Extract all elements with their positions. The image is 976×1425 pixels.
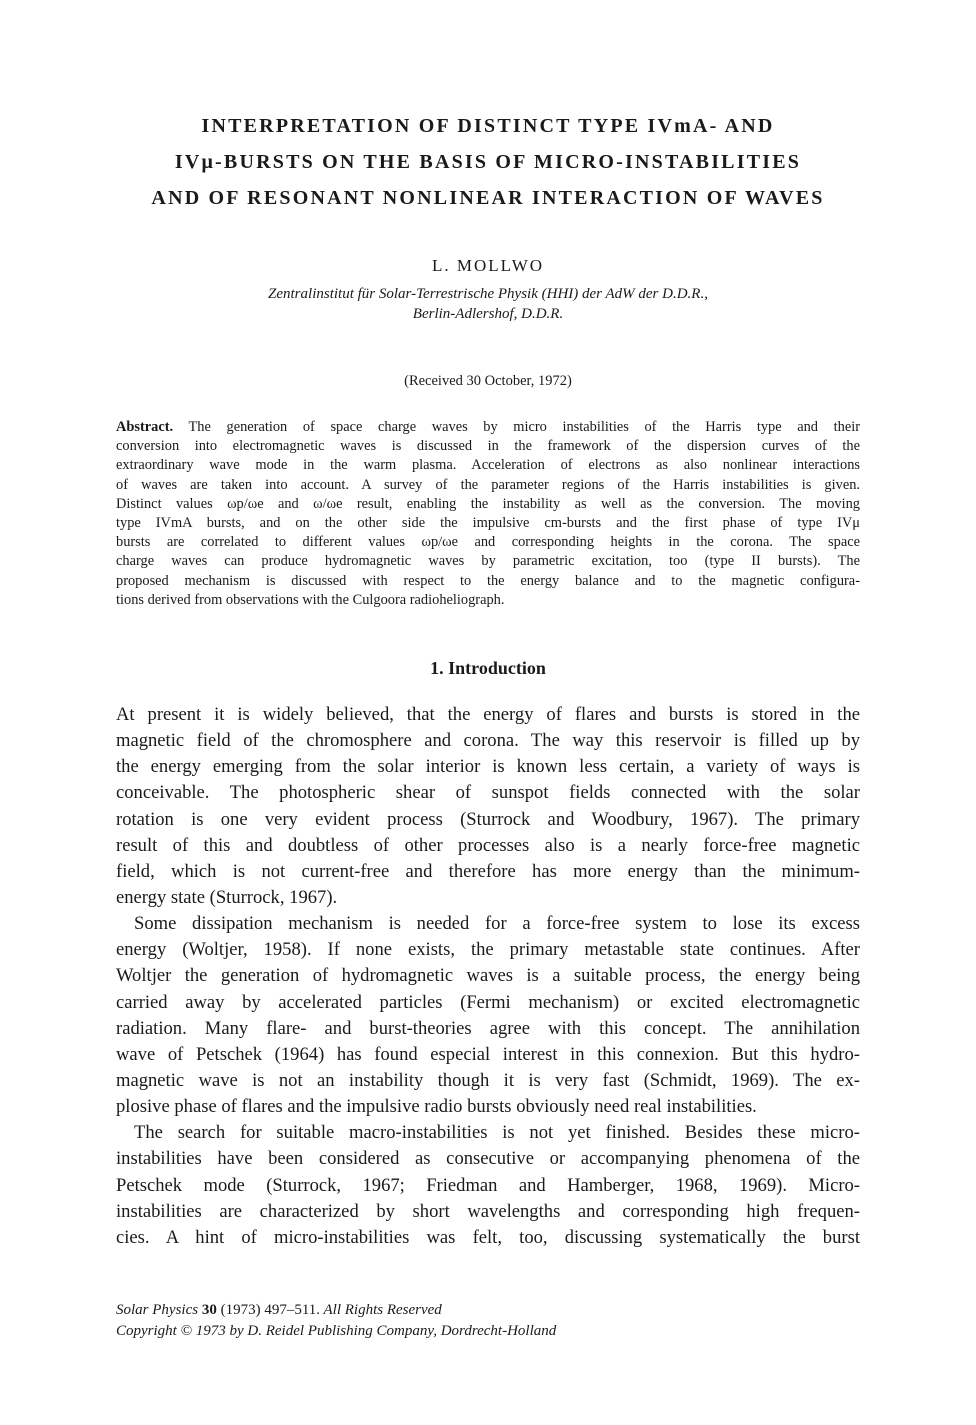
abstract-line: bursts are correlated to different values ωp/ωe and corresponding heights in the corona. The space — [116, 534, 860, 551]
affiliation-line-2: Berlin-Adlershof, D.D.R. — [412, 306, 564, 322]
body-text — [116, 702, 860, 1251]
footer-citation — [116, 1300, 860, 1321]
abstract-line — [116, 418, 860, 437]
copyright-notice: Copyright © 1973 by D. Reidel Publishing Company, Dordrecht-Holland — [116, 1323, 557, 1339]
abstract-line: type IVmA bursts, and on the other side the impulsive cm-bursts and the first phase of type IVμ — [116, 514, 860, 531]
body-line: field, which is not current-free and therefore has more energy than the minimum- — [116, 860, 860, 882]
section-heading: 1. Introduction — [430, 658, 546, 678]
title-line-2: IVμ-BURSTS ON THE BASIS OF MICRO-INSTABILITIES — [174, 151, 802, 173]
affiliation-line-1: Zentralinstitut für Solar-Terrestrische Physik (HHI) der AdW der D.D.R., — [268, 286, 708, 302]
abstract-label: Abstract. — [116, 419, 174, 435]
abstract-line: charge waves can produce hydromagnetic waves by parametric excitation, too (type II bursts). The — [116, 553, 860, 570]
journal-volume: 30 — [201, 1302, 217, 1318]
body-line: energy (Woltjer, 1958). If none exists, the primary metastable state continues. After — [116, 939, 860, 961]
abstract-text: The generation of space charge waves by micro instabilities of the Harris type and their — [188, 419, 860, 435]
rights-notice: All Rights Reserved — [323, 1302, 442, 1318]
body-line: magnetic wave is not an instability though it is very fast (Schmidt, 1969). The ex- — [116, 1069, 860, 1091]
received-date: (Received 30 October, 1972) — [404, 373, 572, 389]
body-line: magnetic field of the chromosphere and corona. The way this reservoir is filled up by — [116, 730, 860, 752]
affiliation — [140, 284, 836, 324]
abstract-line: proposed mechanism is discussed with respect to the energy balance and to the magnetic configura- — [116, 572, 860, 589]
author-name: L. MOLLWO — [431, 256, 545, 275]
body-line: rotation is one very evident process (Sturrock and Woodbury, 1967). The primary — [116, 808, 860, 830]
body-line: cies. A hint of micro-instabilities was felt, too, discussing systematically the burst — [116, 1226, 860, 1248]
abstract — [116, 418, 860, 610]
paper-title — [90, 108, 886, 216]
abstract-line: of waves are taken into account. A survey of the parameter regions of the Harris instabilities is given. — [116, 476, 860, 493]
body-line: carried away by accelerated particles (Fermi mechanism) or excited electromagnetic — [116, 991, 860, 1013]
body-line: the energy emerging from the solar interior is known less certain, a variety of ways is — [116, 756, 860, 778]
title-line-1: INTERPRETATION OF DISTINCT TYPE IVmA- AND — [201, 115, 775, 137]
body-line: At present it is widely believed, that the energy of flares and bursts is stored in the — [116, 704, 860, 725]
body-line: instabilities have been considered as consecutive or accompanying phenomena of the — [116, 1148, 860, 1170]
body-line: conceivable. The photospheric shear of sunspot fields connected with the solar — [116, 782, 860, 804]
body-line: wave of Petschek (1964) has found especial interest in this connexion. But this hydro- — [116, 1043, 860, 1065]
body-line: Some dissipation mechanism is needed for a force-free system to lose its excess — [134, 913, 860, 935]
journal-name: Solar Physics — [116, 1302, 199, 1318]
abstract-line: extraordinary wave mode in the warm plasma. Acceleration of electrons as also nonlinear interactions — [116, 457, 860, 474]
abstract-line: conversion into electromagnetic waves is discussed in the framework of the dispersion curves of the — [116, 438, 860, 455]
abstract-line: tions derived from observations with the Culgoora radioheliograph. — [116, 591, 505, 608]
body-line: Petschek mode (Sturrock, 1967; Friedman and Hamberger, 1968, 1969). Micro- — [116, 1174, 860, 1196]
journal-pages: (1973) 497–511. — [220, 1302, 321, 1318]
page-footer — [116, 1300, 860, 1342]
body-line: The search for suitable macro-instabilities is not yet finished. Besides these micro- — [134, 1122, 860, 1144]
body-line: radiation. Many flare- and burst-theories agree with this concept. The annihilation — [116, 1017, 860, 1039]
body-line: instabilities are characterized by short wavelengths and corresponding high frequen- — [116, 1200, 860, 1222]
body-line: result of this and doubtless of other processes also is a nearly force-free magnetic — [116, 834, 860, 856]
abstract-line: Distinct values ωp/ωe and ω/ωe result, enabling the instability as well as the conversion. The moving — [116, 495, 860, 512]
body-line: plosive phase of flares and the impulsive radio bursts obviously need real instabilities. — [116, 1096, 757, 1118]
title-line-3: AND OF RESONANT NONLINEAR INTERACTION OF WAVES — [151, 187, 825, 209]
body-line: energy state (Sturrock, 1967). — [116, 886, 338, 908]
body-line: Woltjer the generation of hydromagnetic waves is a suitable process, the energy being — [116, 965, 860, 987]
